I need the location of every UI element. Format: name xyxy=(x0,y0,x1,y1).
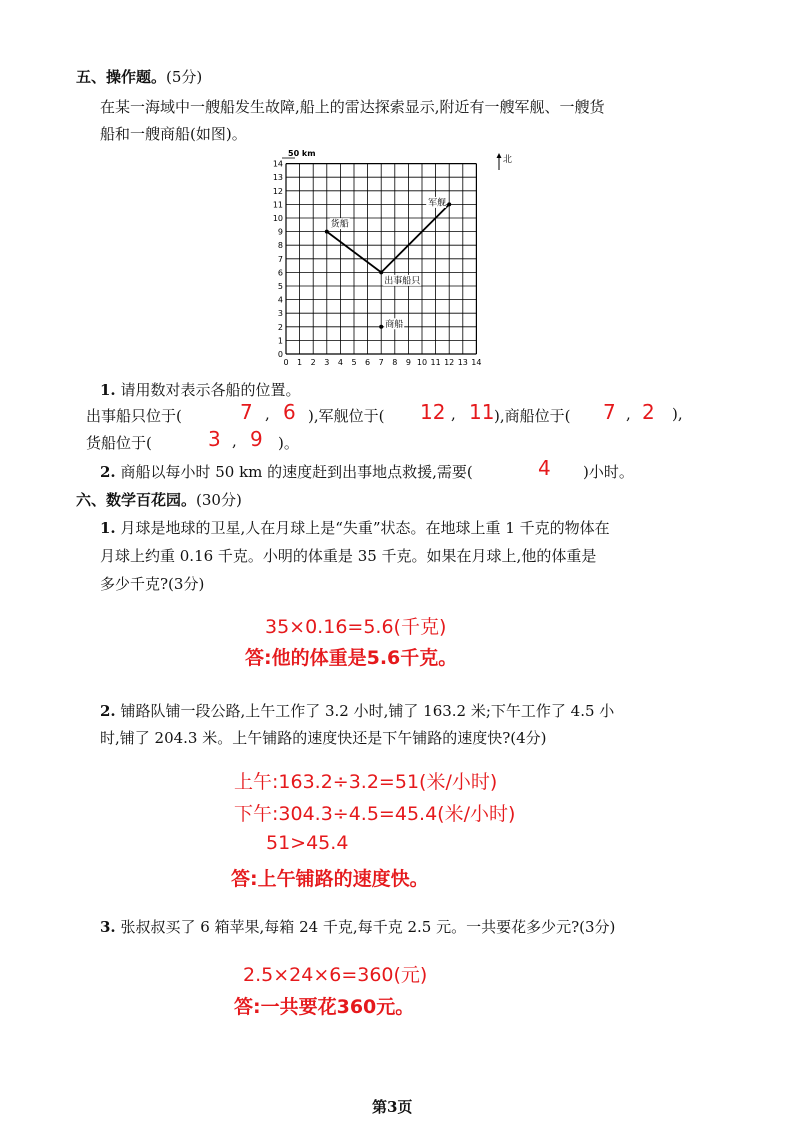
scale-label: 50 km xyxy=(288,149,316,158)
x-tick-label: 6 xyxy=(365,358,371,367)
x-tick-label: 4 xyxy=(337,358,343,367)
y-tick-label: 10 xyxy=(272,214,283,223)
north-label: 北 xyxy=(503,155,513,165)
p3-line1 xyxy=(100,916,615,937)
x-tick-label: 10 xyxy=(416,358,428,367)
answer-merchant-y: 2 xyxy=(642,400,655,424)
x-tick-label: 9 xyxy=(405,358,411,367)
warship-label: 军舰 xyxy=(428,198,447,209)
y-tick-label: 6 xyxy=(277,268,283,278)
q1-comma-4: , xyxy=(232,432,237,450)
q2-prompt xyxy=(100,461,473,482)
p1-number: 1. xyxy=(100,519,116,537)
x-tick-label: 14 xyxy=(471,358,482,367)
answer-cargo-y: 9 xyxy=(250,427,263,451)
section5-heading xyxy=(76,66,202,87)
q1-close-1: ), xyxy=(672,405,683,423)
answer-warship-x: 12 xyxy=(420,400,446,424)
y-tick-label: 5 xyxy=(277,282,283,291)
answer-hours: 4 xyxy=(538,456,551,480)
q1-comma-2: , xyxy=(451,405,456,423)
section6-heading xyxy=(76,489,242,510)
p2-line1 xyxy=(100,700,614,721)
y-tick-label: 2 xyxy=(277,322,283,332)
p3-solution-1: 2.5×24×6=360(元) xyxy=(243,964,428,986)
p1-line3: 多少千克?(3分) xyxy=(100,575,205,593)
p3-text-1: 张叔叔买了 6 箱苹果,每箱 24 千克,每千克 2.5 元。一共要花多少元?(3分) xyxy=(120,918,616,936)
q1-comma-3: , xyxy=(626,405,631,423)
x-tick-label: 1 xyxy=(297,358,303,367)
x-tick-label: 12 xyxy=(444,358,455,367)
section6-title: 六、数学百花园。 xyxy=(76,491,197,509)
y-tick-label: 11 xyxy=(272,200,283,210)
p2-solution-4: 答:上午铺路的速度快。 xyxy=(231,868,429,890)
p2-text-1: 铺路队铺一段公路,上午工作了 3.2 小时,铺了 163.2 米;下午工作了 4.5 小 xyxy=(120,702,615,720)
q1-text: 请用数对表示各船的位置。 xyxy=(120,381,301,399)
p2-line2: 时,铺了 204.3 米。上午铺路的速度快还是下午铺路的速度快?(4分) xyxy=(100,729,547,747)
answer-accident-x: 7 xyxy=(240,400,253,424)
q1-number: 1. xyxy=(100,381,116,399)
q1-label-merchant: ),商船位于( xyxy=(494,407,571,425)
accident-ship-label: 出事船只 xyxy=(384,276,421,287)
answer-merchant-x: 7 xyxy=(603,400,616,424)
p2-solution-2: 下午:304.3÷4.5=45.4(米/小时) xyxy=(234,803,516,825)
x-tick-label: 7 xyxy=(378,358,384,367)
q1-label-cargo: 货船位于( xyxy=(86,434,152,452)
y-tick-label: 4 xyxy=(277,295,283,305)
y-tick-label: 8 xyxy=(277,241,283,251)
warship-point xyxy=(447,202,451,206)
p1-line2: 月球上约重 0.16 千克。小明的体重是 35 千克。如果在月球上,他的体重是 xyxy=(100,547,597,565)
answer-warship-y: 11 xyxy=(469,400,495,424)
y-tick-label: 1 xyxy=(277,336,283,346)
coordinate-grid-chart xyxy=(268,148,528,376)
section6-score: (30分) xyxy=(196,491,242,509)
q1-close-2: )。 xyxy=(278,434,299,452)
p3-number: 3. xyxy=(100,918,116,936)
q2-text-a: 商船以每小时 50 km 的速度赶到出事地点救援,需要( xyxy=(120,463,473,481)
answer-cargo-x: 3 xyxy=(208,427,221,451)
q1-prompt xyxy=(100,379,300,400)
y-tick-label: 9 xyxy=(277,227,283,237)
ship-connection-line xyxy=(381,204,449,272)
ship-segments xyxy=(327,204,449,272)
q1-comma-1: , xyxy=(265,405,270,423)
p2-solution-1: 上午:163.2÷3.2=51(米/小时) xyxy=(234,771,498,793)
north-arrow-icon xyxy=(497,153,502,170)
section5-score: (5分) xyxy=(166,68,203,86)
section5-intro-line1: 在某一海域中一艘船发生故障,船上的雷达探索显示,附近有一艘军舰、一艘货 xyxy=(100,98,605,116)
cargo-ship-point xyxy=(325,230,329,234)
merchant-ship-point xyxy=(379,325,383,329)
y-tick-label: 7 xyxy=(277,254,283,264)
p1-solution-1: 35×0.16=5.6(千克) xyxy=(265,616,447,638)
p1-solution-2: 答:他的体重是5.6千克。 xyxy=(245,647,458,669)
y-tick-label: 14 xyxy=(272,159,283,169)
x-tick-label: 5 xyxy=(351,358,357,367)
q2-text-b: )小时。 xyxy=(583,463,634,481)
p2-solution-3: 51>45.4 xyxy=(266,832,349,854)
p2-number: 2. xyxy=(100,702,116,720)
x-tick-label: 11 xyxy=(430,358,441,367)
y-tick-label: 13 xyxy=(272,173,283,183)
x-tick-label: 13 xyxy=(457,358,468,367)
answer-accident-y: 6 xyxy=(283,400,296,424)
section5-title: 五、操作题。 xyxy=(76,68,167,86)
p3-solution-2: 答:一共要花360元。 xyxy=(234,996,415,1018)
x-tick-label: 3 xyxy=(324,358,330,367)
ship-points xyxy=(325,196,451,329)
x-tick-label: 2 xyxy=(310,358,316,367)
page-number: 第3页 xyxy=(372,1098,413,1116)
p1-text-1: 月球是地球的卫星,人在月球上是“失重”状态。在地球上重 1 千克的物体在 xyxy=(120,519,610,537)
q2-number: 2. xyxy=(100,463,116,481)
merchant-ship-label: 商船 xyxy=(385,319,404,330)
y-tick-label: 12 xyxy=(272,186,283,196)
cargo-ship-label: 货船 xyxy=(330,219,349,230)
section5-intro-line2: 船和一艘商船(如图)。 xyxy=(100,125,247,143)
q1-label-accident: 出事船只位于( xyxy=(86,407,182,425)
x-tick-label: 0 xyxy=(283,358,289,367)
x-tick-label: 8 xyxy=(392,358,398,367)
y-tick-label: 0 xyxy=(277,350,283,359)
q1-label-warship: ),军舰位于( xyxy=(308,407,385,425)
p1-line1 xyxy=(100,517,610,538)
q1-line2 xyxy=(86,405,182,426)
y-tick-label: 3 xyxy=(277,309,283,319)
accident-ship-point xyxy=(379,270,383,274)
